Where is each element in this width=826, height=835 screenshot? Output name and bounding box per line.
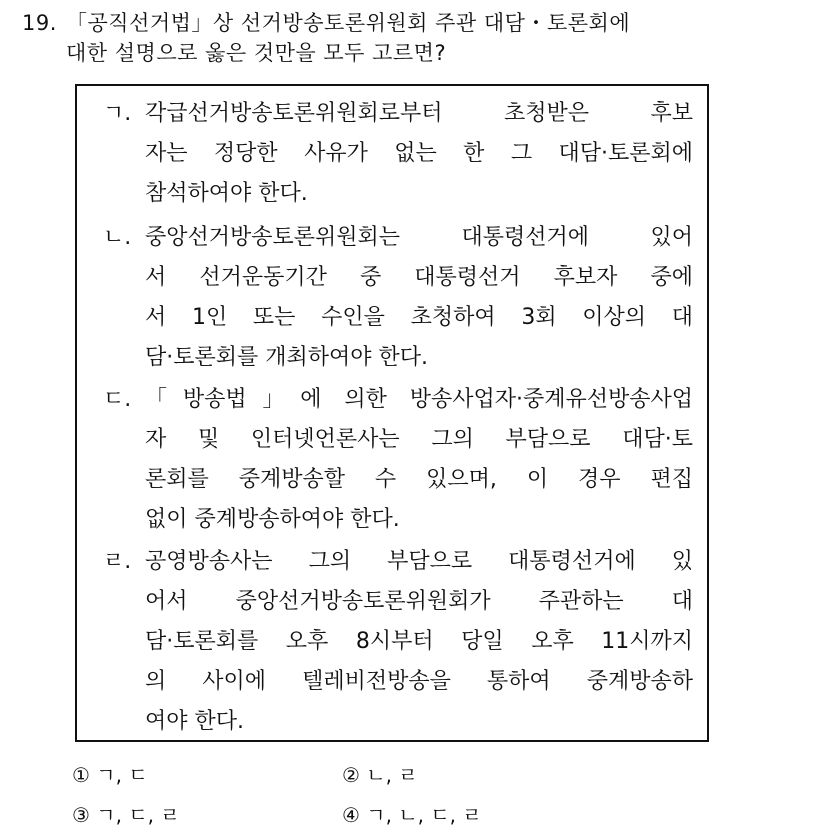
statement-line: 없이 중계방송하여야 한다. xyxy=(145,507,400,532)
statement-nieun xyxy=(103,218,693,378)
question-text-1: 「공직선거법」상 선거방송토론위원회 주관 대담・토론회에 xyxy=(66,11,631,35)
question-line-1 xyxy=(22,8,802,38)
statements-box xyxy=(75,84,709,742)
statement-line: 「방송법」에 의한 방송사업자·중계유선방송사업 xyxy=(145,387,693,412)
question-text-2: 대한 설명으로 옳은 것만을 모두 고르면? xyxy=(66,41,447,65)
statement-rieul xyxy=(103,542,693,742)
statement-line: 론회를 중계방송할 수 있으며, 이 경우 편집 xyxy=(145,467,693,492)
question-line-2 xyxy=(22,38,802,68)
statement-line: 중앙선거방송토론위원회는 대통령선거에 있어 xyxy=(145,225,693,250)
statement-line: 각급선거방송토론위원회로부터 초청받은 후보 xyxy=(145,101,693,126)
statement-line: 참석하여야 한다. xyxy=(145,181,308,206)
question-number: 19. xyxy=(22,11,57,35)
choice-1[interactable]: ① ㄱ, ㄷ xyxy=(72,763,148,787)
statement-line: 서 1인 또는 수인을 초청하여 3회 이상의 대 xyxy=(145,305,693,330)
statement-line: 의 사이에 텔레비전방송을 통하여 중계방송하 xyxy=(145,669,693,694)
choice-2[interactable]: ② ㄴ, ㄹ xyxy=(342,763,418,787)
statement-line: 자는 정당한 사유가 없는 한 그 대담·토론회에 xyxy=(145,141,693,166)
statement-line: 어서 중앙선거방송토론위원회가 주관하는 대 xyxy=(145,589,693,614)
choice-4[interactable]: ④ ㄱ, ㄴ, ㄷ, ㄹ xyxy=(342,803,482,827)
statement-line: 공영방송사는 그의 부담으로 대통령선거에 있 xyxy=(145,549,693,574)
statement-giyeok xyxy=(103,94,693,214)
statement-line: 서 선거운동기간 중 대통령선거 후보자 중에 xyxy=(145,265,693,290)
statement-line: 담·토론회를 개최하여야 한다. xyxy=(145,345,428,370)
statement-marker: ㄱ. xyxy=(103,101,132,126)
statement-marker: ㄴ. xyxy=(103,225,132,250)
statement-digeut xyxy=(103,380,693,540)
choice-3[interactable]: ③ ㄱ, ㄷ, ㄹ xyxy=(72,803,180,827)
question-stem xyxy=(22,8,802,68)
statement-line: 담·토론회를 오후 8시부터 당일 오후 11시까지 xyxy=(145,629,693,654)
statement-marker: ㄹ. xyxy=(103,549,132,574)
statement-marker: ㄷ. xyxy=(103,387,132,412)
statement-line: 자 및 인터넷언론사는 그의 부담으로 대담·토 xyxy=(145,427,693,452)
statement-line: 여야 한다. xyxy=(145,709,244,734)
